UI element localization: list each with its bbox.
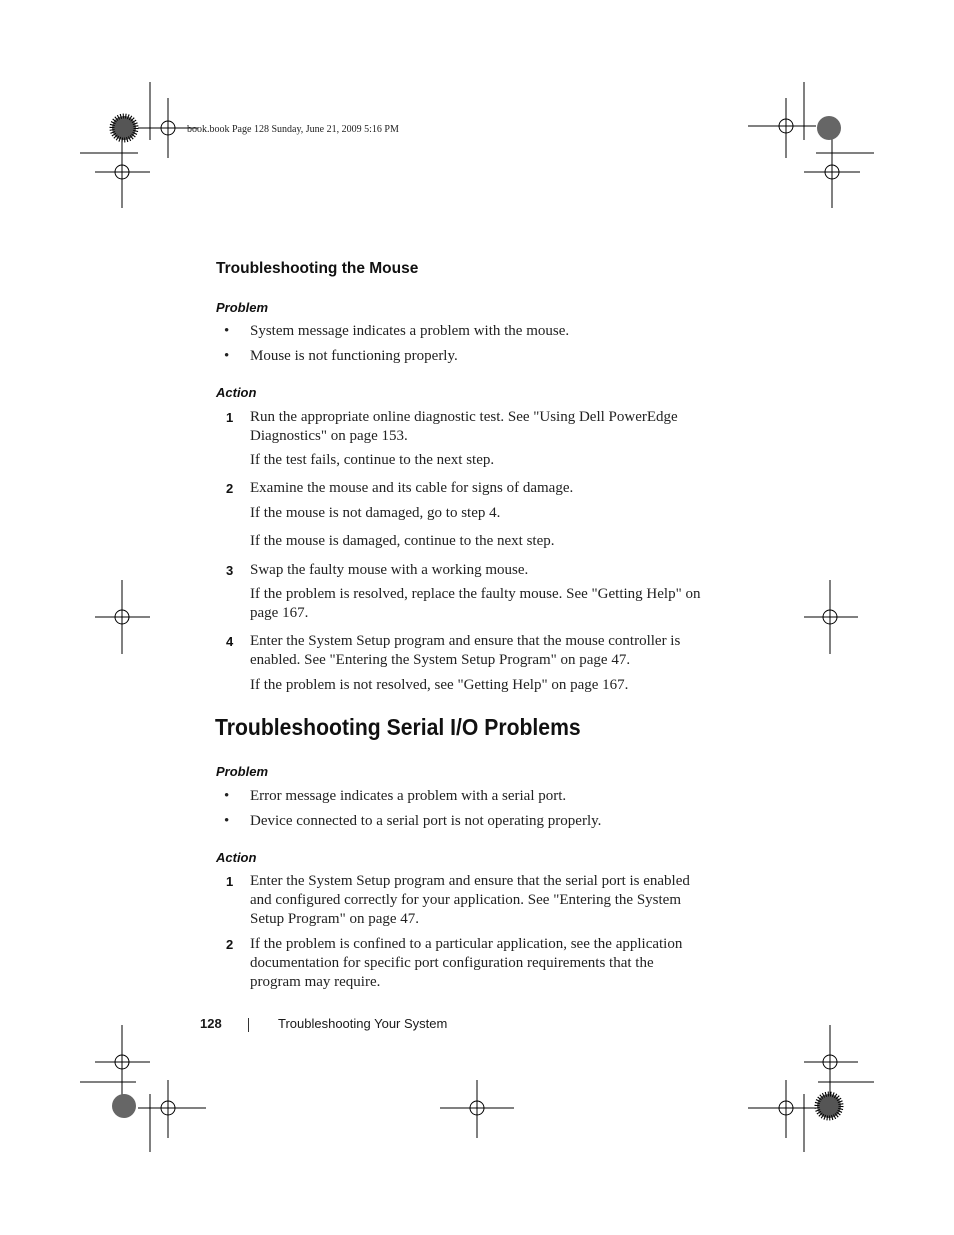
problem-label-mouse: Problem [216, 300, 269, 315]
step-note: If the problem is not resolved, see "Getting Help" on page 167. [250, 677, 629, 693]
step-number: 3 [226, 563, 234, 578]
action-label-serial: Action [216, 850, 257, 865]
page-number: 128 [200, 1016, 222, 1031]
action-label-mouse: Action [216, 385, 257, 400]
step-number: 1 [226, 410, 234, 425]
section-title-serial: Troubleshooting Serial I/O Problems [215, 714, 581, 740]
print-header-info: book.book Page 128 Sunday, June 21, 2009 5:16 PM [187, 124, 399, 135]
step-number: 2 [226, 481, 234, 496]
chapter-title: Troubleshooting Your System [278, 1016, 448, 1031]
step-number: 1 [226, 874, 234, 889]
problem-item: Mouse is not functioning properly. [250, 348, 458, 364]
step-text: Swap the faulty mouse with a working mouse. [250, 562, 529, 578]
step-number: 4 [226, 634, 234, 649]
section-title-mouse: Troubleshooting the Mouse [216, 260, 419, 277]
problem-item: System message indicates a problem with the mouse. [250, 323, 570, 339]
step-text: Enter the System Setup program and ensure that the mouse controller is enabled. See "Entering the System Setup Program" on page 47. [250, 633, 681, 668]
bullet-icon: • [224, 813, 230, 829]
problem-item: Error message indicates a problem with a serial port. [250, 788, 567, 804]
step-note: If the test fails, continue to the next step. [250, 452, 495, 468]
step-number: 2 [226, 937, 234, 952]
bullet-icon: • [224, 348, 230, 364]
step-text: Enter the System Setup program and ensure that the serial port is enabled and configured correctly for your application. See "Entering the System Setup Program" on page 47. [250, 873, 690, 927]
problem-item: Device connected to a serial port is not operating properly. [250, 813, 602, 829]
step-note: If the problem is resolved, replace the faulty mouse. See "Getting Help" on page 167. [250, 586, 701, 621]
step-text: Examine the mouse and its cable for signs of damage. [250, 480, 574, 496]
bullet-icon: • [224, 323, 230, 339]
step-text: If the problem is confined to a particular application, see the application documentation for specific port configuration requirements that the program may require. [250, 936, 683, 990]
footer-divider [248, 1018, 249, 1032]
bullet-icon: • [224, 788, 230, 804]
step-note: If the mouse is not damaged, go to step 4. [250, 505, 501, 521]
step-text: Run the appropriate online diagnostic test. See "Using Dell PowerEdge Diagnostics" on page 153. [250, 409, 678, 444]
problem-label-serial: Problem [216, 764, 269, 779]
step-note: If the mouse is damaged, continue to the next step. [250, 533, 555, 549]
